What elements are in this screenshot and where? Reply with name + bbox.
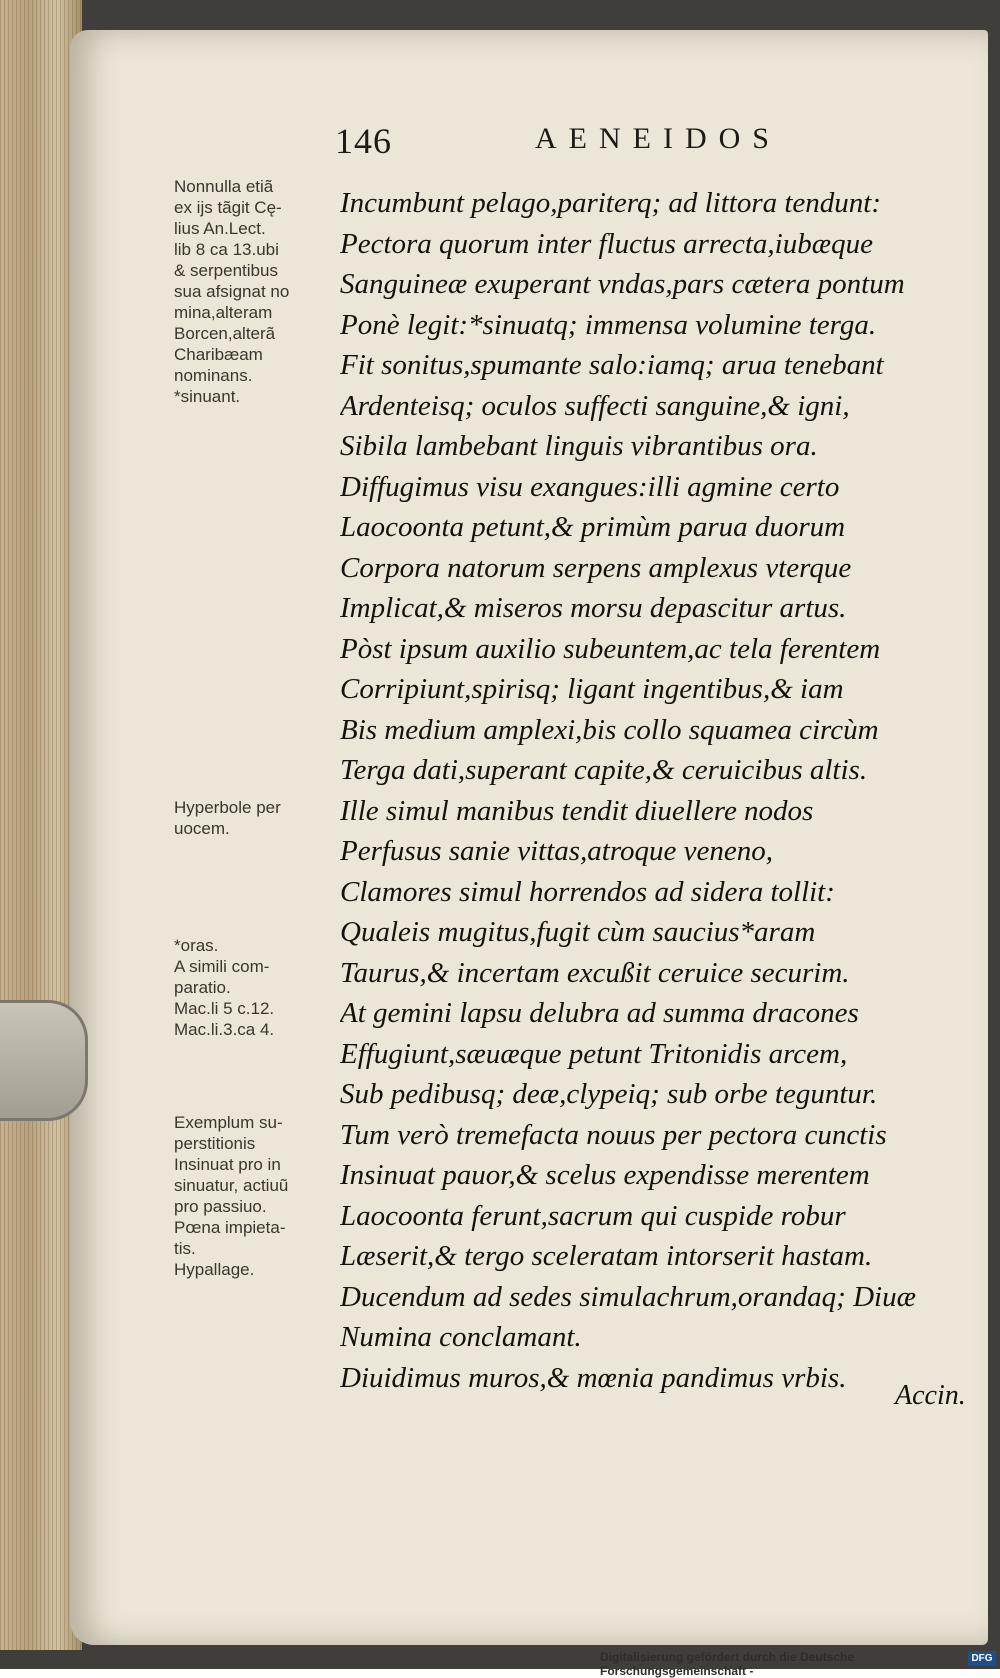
note-line: ex ijs tãgit Cę- [174, 198, 282, 217]
note-line: & serpentibus [174, 261, 278, 280]
verse-line: Incumbunt pelago,pariterq; ad littora tendunt: [340, 187, 882, 219]
verse-line: Ardenteisq; oculos suffecti sanguine,& igni, [340, 389, 850, 422]
verse-line: Implicat,& miseros morsu depascitur artus. [340, 592, 847, 624]
verse-text [340, 183, 975, 1398]
note-line: pro passiuo. [174, 1197, 267, 1216]
margin-note [174, 1112, 342, 1280]
verse-line: Ducendum ad sedes simulachrum,orandaq; Diuæ [340, 1280, 916, 1313]
note-line: *oras. [174, 936, 219, 955]
verse-line: Effugiunt,sæuæque petunt Tritonidis arcem, [340, 1037, 848, 1070]
note-line: mina,alteram [174, 303, 273, 322]
note-line: Insinuat pro in [174, 1155, 281, 1174]
verse-line: Sibila lambebant linguis vibrantibus ora. [340, 430, 818, 462]
verse-line: Læserit,& tergo sceleratam intorserit hastam. [340, 1240, 873, 1272]
note-line: Mac.li 5 c.12. [174, 999, 275, 1018]
note-line: nominans. [174, 366, 253, 385]
note-line: Hypallage. [174, 1260, 255, 1279]
verse-line: At gemini lapsu delubra ad summa dracones [340, 997, 859, 1029]
verse-line: Terga dati,superant capite,& ceruicibus altis. [340, 754, 868, 786]
verse-line: Perfusus sanie vittas,atroque veneno, [340, 835, 774, 867]
page-number: 146 [335, 121, 392, 161]
verse-line: Bis medium amplexi,bis collo squamea circùm [340, 713, 879, 746]
note-line: uocem. [174, 819, 230, 838]
verse-line: Ponè legit:*sinuatq; immensa volumine terga. [340, 308, 877, 341]
note-line: lib 8 ca 13.ubi [174, 240, 279, 259]
verse-line: Fit sonitus,spumante salo:iamq; arua tenebant [340, 349, 884, 381]
verse-line: Taurus,& incertam excußit ceruice securim. [340, 956, 850, 989]
verse-line: Sanguineæ exuperant vndas,pars cætera pontum [340, 268, 905, 300]
note-line: lius An.Lect. [174, 219, 266, 238]
verse-line: Corpora natorum serpens amplexus vterque [340, 551, 852, 584]
page-header [335, 120, 855, 170]
note-line: perstitionis [174, 1134, 256, 1153]
bookmark-clip [0, 1000, 88, 1121]
margin-note [174, 797, 342, 839]
verse-line: Qualeis mugitus,fugit cùm saucius*aram [340, 916, 816, 948]
verse-line: Laocoonta petunt,& primùm parua duorum [340, 511, 846, 543]
verse-line: Sub pedibusq; deæ,clypeiq; sub orbe teguntur. [340, 1078, 878, 1110]
verse-line: Pòst ipsum auxilio subeuntem,ac tela ferentem [340, 632, 881, 665]
verse-line: Corripiunt,spirisq; ligant ingentibus,& iam [340, 673, 844, 705]
verse-line: Laocoonta ferunt,sacrum qui cuspide robur [340, 1199, 846, 1232]
digitization-credit: Digitalisierung gefördert durch die Deutsche Forschungsgemeinschaft - [600, 1650, 855, 1678]
catchword: Accin. [895, 1380, 966, 1411]
note-line: Charibæam [174, 345, 263, 364]
note-line: *sinuant. [174, 387, 241, 406]
verse-line: Ille simul manibus tendit diuellere nodos [340, 794, 814, 827]
note-line: sua afsignat no [174, 282, 290, 301]
note-line: Borcen,alterã [174, 324, 276, 343]
margin-note [174, 935, 342, 1040]
note-line: paratio. [174, 978, 231, 997]
note-line: tis. [174, 1239, 196, 1258]
verse-line: Diuidimus muros,& mœnia pandimus vrbis. [340, 1361, 847, 1394]
note-line: Exemplum su- [174, 1113, 283, 1132]
dfg-logo: DFG [968, 1651, 996, 1666]
note-line: sinuatur, actiuũ [174, 1176, 289, 1195]
note-line: Hyperbole per [174, 798, 281, 817]
note-line: A simili com- [174, 957, 270, 976]
verse-line: Clamores simul horrendos ad sidera tollit: [340, 875, 835, 908]
note-line: Pœna impieta- [174, 1218, 286, 1237]
verse-line: Pectora quorum inter fluctus arrecta,iubæque [340, 227, 873, 260]
running-head: AENEIDOS [535, 122, 781, 155]
margin-note [174, 176, 342, 407]
verse-line: Tum verò tremefacta nouus per pectora cunctis [340, 1118, 887, 1151]
verse-line: Diffugimus visu exangues:illi agmine certo [340, 470, 840, 503]
note-line: Nonnulla etiã [174, 177, 274, 196]
note-line: Mac.li.3.ca 4. [174, 1020, 275, 1039]
verse-line: Numina conclamant. [340, 1321, 582, 1353]
verse-line: Insinuat pauor,& scelus expendisse merentem [340, 1159, 870, 1191]
